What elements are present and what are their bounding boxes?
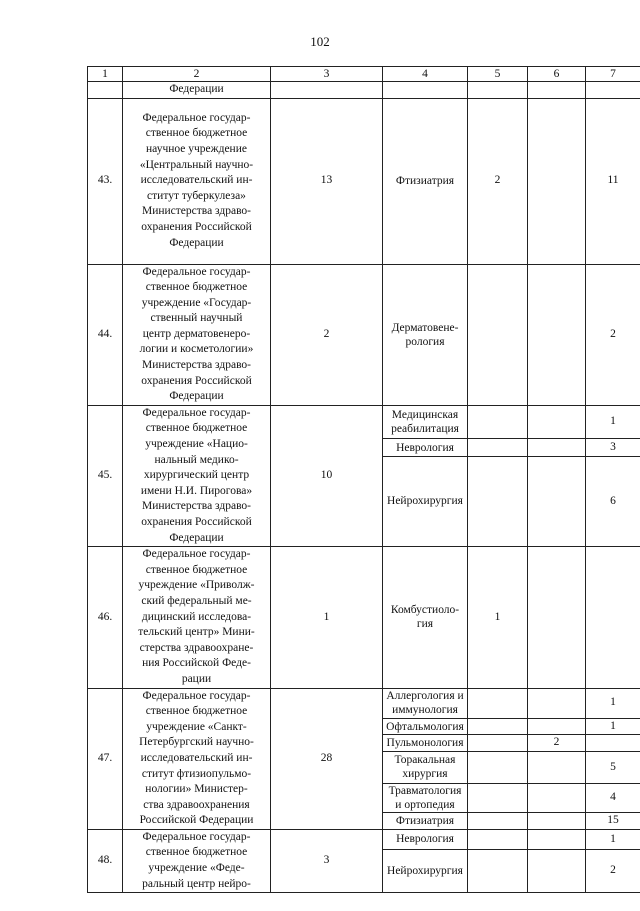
value-col6	[528, 751, 586, 783]
column-number-7: 7	[586, 67, 640, 82]
organization-name: Федеральное государ- ственное бюджетное научное учреждение «Центральный научно- исследовательский ин- ститут туберкулеза» Министерства здраво- охранения Российской Федерации	[123, 98, 271, 264]
organization-name: Федеральное государ- ственное бюджетное учреждение «Государ- ственный научный центр дерматовенеро- логии и косметологии» Министерства здраво- охранения Российской Федерации	[123, 264, 271, 405]
value-col7: 15	[586, 813, 640, 830]
value-col7: 11	[586, 98, 640, 264]
value-col7: 2	[586, 849, 640, 892]
total-count: 1	[271, 547, 383, 688]
value-col6	[528, 547, 586, 688]
empty-cell	[383, 82, 468, 99]
value-col6	[528, 688, 586, 718]
row-number: 45.	[88, 405, 123, 546]
value-col5	[468, 849, 528, 892]
value-col7	[586, 735, 640, 752]
row-number: 43.	[88, 98, 123, 264]
column-number-6: 6	[528, 67, 586, 82]
specialty-name: Аллергология и иммунология	[383, 688, 468, 718]
empty-cell	[88, 82, 123, 99]
organization-name: Федеральное государ- ственное бюджетное учреждение «Феде- ральный центр нейро-	[123, 829, 271, 892]
value-col5	[468, 735, 528, 752]
total-count: 2	[271, 264, 383, 405]
value-col6	[528, 718, 586, 735]
organization-name: Федеральное государ- ственное бюджетное учреждение «Нацио- нальный медико- хирургический центр имени Н.И. Пирогова» Министерства здраво- охранения Российской Федерации	[123, 405, 271, 546]
empty-cell	[586, 82, 640, 99]
value-col7: 1	[586, 688, 640, 718]
value-col7: 1	[586, 829, 640, 849]
specialty-name: Нейрохирургия	[383, 456, 468, 546]
value-col6	[528, 98, 586, 264]
total-count: 3	[271, 829, 383, 892]
column-number-5: 5	[468, 67, 528, 82]
table-row-45	[88, 405, 640, 439]
column-number-1: 1	[88, 67, 123, 82]
row-number: 47.	[88, 688, 123, 829]
allocation-table	[87, 66, 640, 893]
total-count: 28	[271, 688, 383, 829]
specialty-name: Нейрохирургия	[383, 849, 468, 892]
value-col5	[468, 718, 528, 735]
table-row-44	[88, 264, 640, 405]
page-number: 102	[310, 34, 330, 49]
value-col7: 1	[586, 718, 640, 735]
value-col6: 2	[528, 735, 586, 752]
value-col6	[528, 829, 586, 849]
row-number: 44.	[88, 264, 123, 405]
table-row-48	[88, 829, 640, 849]
specialty-name: Фтизиатрия	[383, 98, 468, 264]
total-count: 13	[271, 98, 383, 264]
value-col7: 5	[586, 751, 640, 783]
value-col6	[528, 813, 586, 830]
value-col6	[528, 439, 586, 456]
column-number-header-row	[88, 67, 640, 82]
value-col5	[468, 784, 528, 813]
value-col5	[468, 456, 528, 546]
value-col6	[528, 784, 586, 813]
value-col5	[468, 439, 528, 456]
value-col5: 2	[468, 98, 528, 264]
column-number-3: 3	[271, 67, 383, 82]
table-row-47	[88, 688, 640, 718]
specialty-name: Неврология	[383, 829, 468, 849]
total-count: 10	[271, 405, 383, 546]
value-col5	[468, 264, 528, 405]
empty-cell	[271, 82, 383, 99]
specialty-name: Дерматовене- рология	[383, 264, 468, 405]
column-number-2: 2	[123, 67, 271, 82]
specialty-name: Пульмонология	[383, 735, 468, 752]
row-number: 46.	[88, 547, 123, 688]
value-col7: 3	[586, 439, 640, 456]
value-col6	[528, 849, 586, 892]
value-col5	[468, 829, 528, 849]
table-row-43	[88, 98, 640, 264]
org-cell-continued: Федерации	[123, 82, 271, 99]
value-col5	[468, 405, 528, 439]
value-col5: 1	[468, 547, 528, 688]
row-number: 48.	[88, 829, 123, 892]
column-number-4: 4	[383, 67, 468, 82]
specialty-name: Неврология	[383, 439, 468, 456]
specialty-name: Офтальмология	[383, 718, 468, 735]
empty-cell	[528, 82, 586, 99]
specialty-name: Торакальная хирургия	[383, 751, 468, 783]
table-row-46	[88, 547, 640, 688]
specialty-name: Комбустиоло- гия	[383, 547, 468, 688]
value-col7: 1	[586, 405, 640, 439]
value-col7: 2	[586, 264, 640, 405]
organization-name: Федеральное государ- ственное бюджетное учреждение «Санкт- Петербургский научно- исследовательский ин- ститут фтизиопульмо- нологии» Министер- ства здравоохранения Российской Федерации	[123, 688, 271, 829]
value-col5	[468, 751, 528, 783]
specialty-name: Фтизиатрия	[383, 813, 468, 830]
specialty-name: Медицинская реабилитация	[383, 405, 468, 439]
value-col7	[586, 547, 640, 688]
organization-name: Федеральное государ- ственное бюджетное учреждение «Приволж- ский федеральный ме- дицинский исследова- тельский центр» Мини- стерства здравоохране- ния Российской Феде- рации	[123, 547, 271, 688]
value-col5	[468, 688, 528, 718]
empty-cell	[468, 82, 528, 99]
value-col7: 6	[586, 456, 640, 546]
value-col7: 4	[586, 784, 640, 813]
specialty-name: Травматология и ортопедия	[383, 784, 468, 813]
value-col5	[468, 813, 528, 830]
continued-row	[88, 82, 640, 99]
value-col6	[528, 405, 586, 439]
value-col6	[528, 456, 586, 546]
value-col6	[528, 264, 586, 405]
